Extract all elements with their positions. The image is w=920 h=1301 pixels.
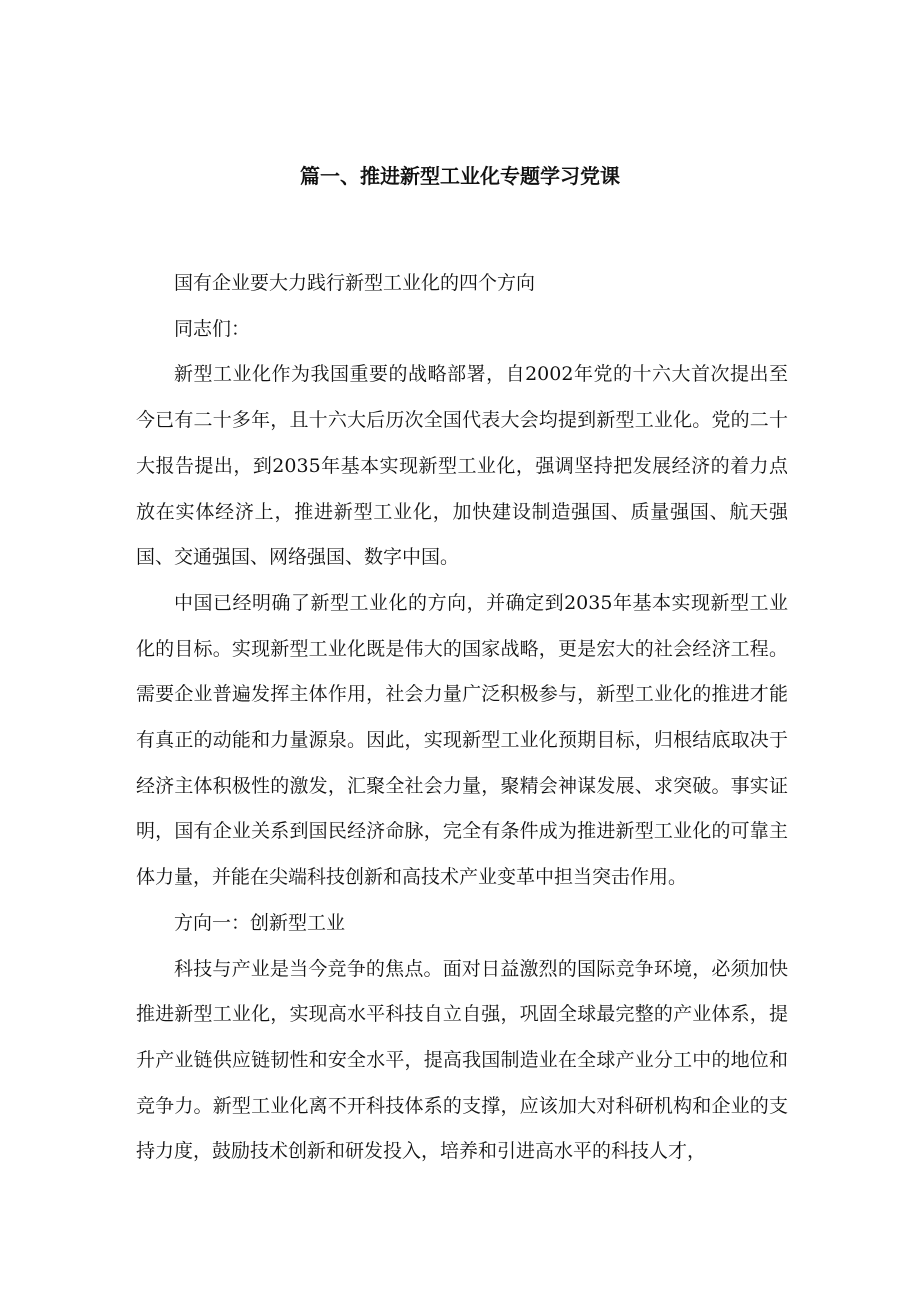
paragraph-goal: 中国已经明确了新型工业化的方向，并确定到2035年基本实现新型工业化的目标。实现新型工业化既是伟大的国家战略，更是宏大的社会经济工程。需要企业普遍发挥主体作用，社会力量广泛积极参与，新型工业化的推进才能有真正的动能和力量源泉。因此，实现新型工业化预期目标，归根结底取决于经济主体积极性的激发，汇聚全社会力量，聚精会神谋发展、求突破。事实证明，国有企业关系到国民经济命脉，完全有条件成为推进新型工业化的可靠主体力量，并能在尖端科技创新和高技术产业变革中担当突击作用。 <box>136 591 788 889</box>
paragraph-innovation: 科技与产业是当今竞争的焦点。面对日益激烈的国际竞争环境，必须加快推进新型工业化，实现高水平科技自立自强，巩固全球最完整的产业体系，提升产业链供应链韧性和安全水平，提高我国制造业在全球产业分工中的地位和竞争力。新型工业化离不开科技体系的支撑，应该加大对科研机构和企业的支持力度，鼓励技术创新和研发投入，培养和引进高水平的科技人才， <box>136 957 788 1163</box>
document-body <box>136 261 788 1175</box>
paragraph-subtitle: 国有企业要大力践行新型工业化的四个方向 <box>174 272 536 294</box>
paragraph-greeting: 同志们： <box>174 317 251 340</box>
paragraph-intro: 新型工业化作为我国重要的战略部署，自2002年党的十六大首次提出至今已有二十多年，且十六大后历次全国代表大会均提到新型工业化。党的二十大报告提出，到2035年基本实现新型工业化，强调坚持把发展经济的着力点放在实体经济上，推进新型工业化，加快建设制造强国、质量强国、航天强国、交通强国、网络强国、数字中国。 <box>136 363 788 569</box>
paragraph-heading-direction-one: 方向一：创新型工业 <box>174 911 346 934</box>
document-title: 篇一、推进新型工业化专题学习党课 <box>300 164 620 188</box>
